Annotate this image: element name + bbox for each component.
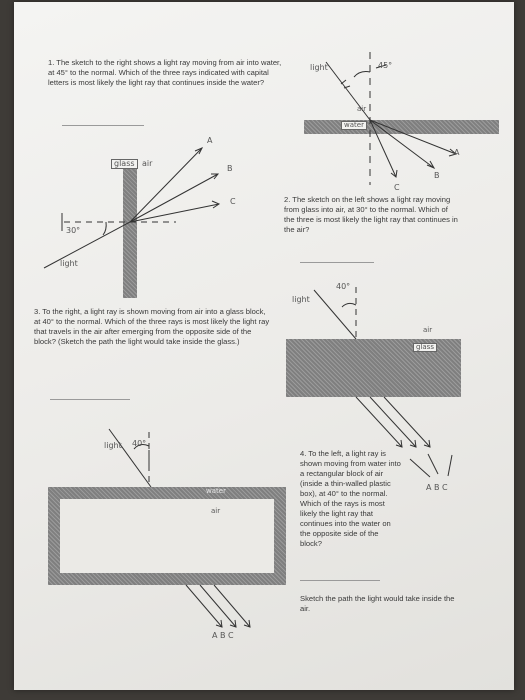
question-1-text: 1. The sketch to the right shows a light ray moving from air into water, at 45° to the normal. Which of the three rays indicated with capital letters is most likely the light ray that continues inside the water?: [48, 58, 282, 88]
q1-angle-label: 45°: [378, 61, 393, 70]
q2-angle-arc: [103, 222, 106, 235]
question-4-sketch-prompt: Sketch the path the light would take inside the air.: [300, 594, 455, 614]
q4-ray-c: [214, 585, 250, 627]
q4-incident-ray: [109, 429, 151, 487]
q2-ray-b-label: B: [227, 164, 233, 173]
worksheet-page: [14, 2, 514, 690]
q2-glass-label: glass: [111, 159, 138, 169]
q4-ray-a: [186, 585, 222, 627]
q4-rays-label: A B C: [212, 631, 234, 640]
q4-side-ray-1: [410, 459, 430, 477]
q3-ray-2: [370, 397, 416, 447]
question-3-text: 3. To the right, a light ray is shown moving from air into a glass block, at 40° to the normal. Which of the three rays is most likely the light ray that travels in the air after emerging from the opposite side of the block? (Sketch the path the light would take inside the glass.): [34, 307, 270, 347]
q1-ray-c-label: C: [394, 183, 400, 192]
question-2-text: 2. The sketch on the left shows a light ray moving from glass into air, at 30° to the normal. Which of the three is most likely the light ray that continues in the air?: [284, 195, 458, 235]
q2-ray-a: [130, 148, 202, 222]
q1-ray-b-label: B: [434, 171, 440, 180]
q4-water-label: water: [206, 487, 226, 495]
q3-angle-label: 40°: [336, 282, 351, 291]
q2-light-label: light: [60, 259, 78, 268]
q2-ray-a-label: A: [207, 136, 213, 145]
q2-ray-c-label: C: [230, 197, 236, 206]
q3-incident-ray: [314, 290, 356, 339]
q2-incident-ray: [44, 222, 130, 268]
q4-side-rays-label: A B C: [426, 483, 448, 492]
q4-ray-b: [200, 585, 236, 627]
question-4-text: 4. To the left, a light ray is shown moving from water into a rectangular block of air (inside a thin-walled plastic box), at 40° to the normal. Which of the rays is most likely the light ray that continues into the water on the opposite side of the block?: [300, 449, 401, 549]
q2-ray-b-arrow: [211, 174, 218, 179]
q4-angle-label: 40°: [132, 439, 147, 448]
q2-ray-b: [130, 174, 218, 222]
q2-air-label: air: [142, 159, 153, 168]
q1-air-label: air: [357, 105, 367, 113]
q3-ray-1: [356, 397, 402, 447]
q4-light-label: light: [104, 441, 122, 450]
q1-ray-a-label: A: [454, 148, 460, 157]
q3-light-label: light: [292, 295, 310, 304]
diagram-lines: [14, 2, 514, 690]
q1-ray-b: [370, 120, 434, 168]
q3-angle-arc: [342, 303, 356, 307]
q2-ray-c: [130, 204, 219, 222]
q4-side-ray-2: [428, 454, 438, 474]
q1-angle-arc: [354, 72, 370, 77]
q2-angle-label: 30°: [66, 226, 81, 235]
q3-ray-3: [384, 397, 430, 447]
q3-glass-label: glass: [413, 343, 437, 352]
q4-side-ray-3: [448, 455, 452, 476]
q4-air-label: air: [211, 507, 221, 515]
q1-light-label: light: [310, 63, 328, 72]
q3-air-label: air: [423, 326, 433, 334]
q1-water-label: water: [341, 121, 367, 130]
q1-ray-b-arrow: [427, 161, 434, 168]
